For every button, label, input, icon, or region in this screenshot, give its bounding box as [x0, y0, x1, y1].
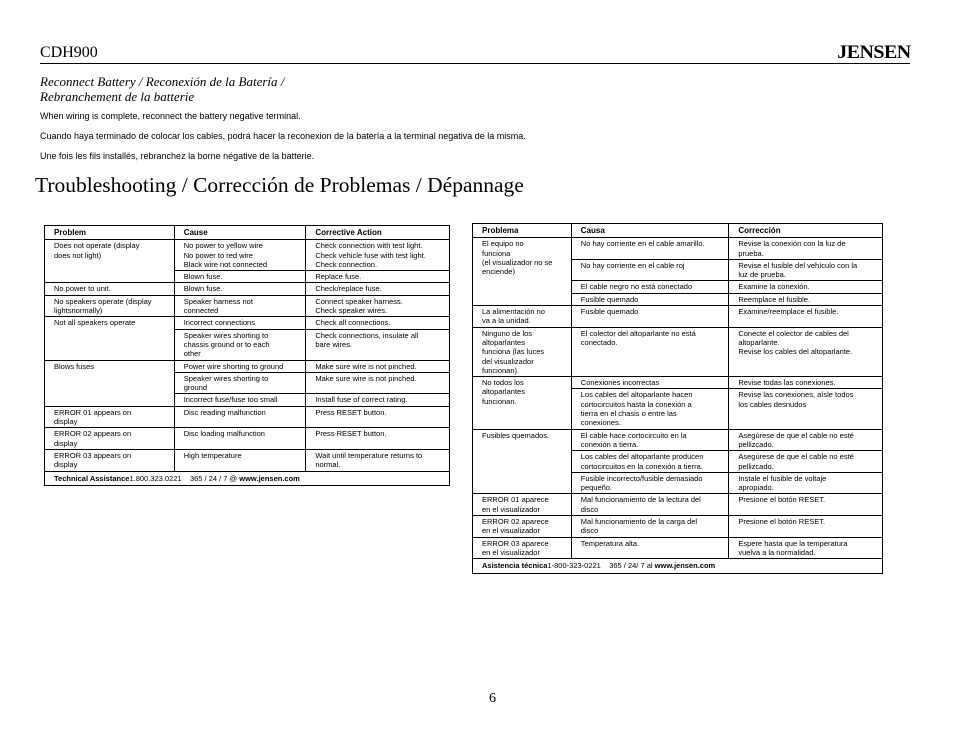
assistance-hours: 365 / 24 / 7 @ [189, 473, 238, 483]
table-footer-row [45, 471, 450, 485]
problem-cell: ERROR 02 aparece en el visualizador [473, 516, 572, 538]
action-cell: Instale el fusible de voltaje apropiado. [729, 472, 883, 494]
action-cell: Revise todas las conexiones. [729, 377, 883, 389]
assistance-hours: 365 / 24/ 7 al [609, 561, 653, 571]
cause-cell: Los cables del altoparlante producen cortocircuitos en la conexión a tierra. [571, 451, 729, 473]
assistance-website: www.jensen.com [654, 561, 716, 571]
technical-assistance [45, 471, 450, 485]
table-row [45, 295, 450, 317]
problem-cell: ERROR 03 appears on display [45, 449, 175, 471]
cause-cell: Speaker harness not connected [174, 295, 306, 317]
table-row [473, 494, 883, 516]
assistance-label: Asistencia técnica [482, 561, 548, 571]
reconnect-paragraph-en: When wiring is complete, reconnect the battery negative terminal. [40, 111, 301, 121]
table-row [45, 449, 450, 471]
problem-cell: Ninguno de los altoparlantes funciona (las luces del visualizador funcionan). [473, 327, 572, 376]
section-title: Troubleshooting / Corrección de Problemas / Dépannage [35, 173, 524, 197]
action-cell: Conecte el colector de cables del altoparlante. Revise los cables del altoparlante. [729, 327, 883, 376]
cause-cell: Power wire shorting to ground [174, 360, 306, 372]
header-cause: Cause [174, 226, 306, 240]
header-corrective-action: Corrective Action [306, 226, 450, 240]
problem-cell: ERROR 01 appears on display [45, 406, 175, 428]
action-cell: Make sure wire is not pinched. [306, 372, 450, 394]
action-cell: Presione el botón RESET. [729, 516, 883, 538]
header-problema: Problema [473, 224, 572, 238]
problem-cell: No speakers operate (display lightsnormally) [45, 295, 175, 317]
cause-cell: Mal funcionamiento de la carga del disco [571, 516, 729, 538]
header-correccion: Corrección [729, 224, 883, 238]
problem-cell: Fusibles quemados. [473, 429, 572, 494]
table-row [473, 327, 883, 376]
problem-cell: La alimentación no va a la unidad. [473, 306, 572, 328]
action-cell: Install fuse of correct rating. [306, 394, 450, 406]
table-row [473, 516, 883, 538]
action-cell: Examine/reemplace el fusible. [729, 306, 883, 328]
table-row [45, 317, 450, 329]
assistance-phone: 1-800-323-0221 [547, 561, 601, 571]
action-cell: Press RESET button. [306, 428, 450, 450]
table-header-row [473, 224, 883, 238]
reconnect-paragraph-fr: Une fois les fils installés, rebranchez la borne négative de la batterie. [40, 151, 315, 161]
cause-cell: No hay corriente en el cable amarillo. [571, 238, 729, 260]
cause-cell: No hay corriente en el cable roj [571, 259, 729, 281]
table-row [45, 406, 450, 428]
cause-cell: No power to yellow wire No power to red wire Black wire not connected [174, 240, 306, 271]
problem-cell: No power to unit. [45, 283, 175, 295]
action-cell: Check connections, insulate all bare wires. [306, 329, 450, 360]
problem-cell: Does not operate (display does not light) [45, 240, 175, 283]
cause-cell: Los cables del altoparlante hacen cortocircuitos hasta la conexión a tierra en el chasis o entre las conexiones. [571, 389, 729, 429]
cause-cell: Fusible quemado [571, 306, 729, 328]
cause-cell: High temperature [174, 449, 306, 471]
troubleshooting-table-es [472, 223, 883, 574]
table-row [473, 238, 883, 260]
cause-cell: Temperatura alta. [571, 537, 729, 559]
header-causa: Causa [571, 224, 729, 238]
cause-cell: Disc loading malfunction [174, 428, 306, 450]
table-row [473, 377, 883, 389]
table-row [473, 429, 883, 451]
cause-cell: Fusible incorrecto/fusible demasiado pequeño. [571, 472, 729, 494]
cause-cell: Incorrect fuse/fuse too small [174, 394, 306, 406]
cause-cell: Speaker wires shorting to chassis ground or to each other [174, 329, 306, 360]
table-row [45, 360, 450, 372]
assistance-website: www.jensen.com [239, 473, 300, 483]
problem-cell: ERROR 03 aparece en el visualizador [473, 537, 572, 559]
action-cell: Reemplace el fusible. [729, 293, 883, 305]
action-cell: Replace fuse. [306, 271, 450, 283]
action-cell: Wait until temperature returns to normal. [306, 449, 450, 471]
table-row [45, 428, 450, 450]
model-name: CDH900 [40, 44, 98, 61]
cause-cell: Blown fuse. [174, 283, 306, 295]
problem-cell: No todos los altoparlantes funcionan. [473, 377, 572, 429]
action-cell: Revise la conexión con la luz de prueba. [729, 238, 883, 260]
cause-cell: Conexiones incorrectas [571, 377, 729, 389]
table-row [45, 283, 450, 295]
action-cell: Make sure wire is not pinched. [306, 360, 450, 372]
header-rule [40, 63, 910, 64]
cause-cell: El colector del altoparlante no está conectado. [571, 327, 729, 376]
assistance-phone: 1.800.323.0221 [129, 473, 182, 483]
problem-cell: El equipo no funciona (el visualizador no se enciende) [473, 238, 572, 306]
cause-cell: Mal funcionamiento de la lectura del disco [571, 494, 729, 516]
assistance-label: Technical Assistance [54, 473, 130, 483]
problem-cell: ERROR 02 appears on display [45, 428, 175, 450]
reconnect-heading: Reconnect Battery / Reconexión de la Batería / Rebranchement de la batterie [40, 74, 285, 104]
header-problem: Problem [45, 226, 175, 240]
table-row [473, 306, 883, 328]
cause-cell: Blown fuse. [174, 271, 306, 283]
cause-cell: Speaker wires shorting to ground [174, 372, 306, 394]
cause-cell: Fusible quemado [571, 293, 729, 305]
table-footer-row [473, 559, 883, 573]
brand-logo: JENSEN [837, 42, 911, 63]
cause-cell: El cable negro no está conectado [571, 281, 729, 293]
problem-cell: Not all speakers operate [45, 317, 175, 360]
action-cell: Press RESET button. [306, 406, 450, 428]
cause-cell: Incorrect connections [174, 317, 306, 329]
action-cell: Revise las conexiones, aísle todos los cables desnudos [729, 389, 883, 429]
problem-cell: ERROR 01 aparece en el visualizador [473, 494, 572, 516]
action-cell: Revise el fusible del vehículo con la luz de prueba. [729, 259, 883, 281]
action-cell: Asegúrese de que el cable no esté pellizcado. [729, 429, 883, 451]
action-cell: Asegúrese de que el cable no esté pellizcado. [729, 451, 883, 473]
action-cell: Examine la conexión. [729, 281, 883, 293]
table-header-row [45, 226, 450, 240]
technical-assistance [473, 559, 883, 573]
action-cell: Presione el botón RESET. [729, 494, 883, 516]
cause-cell: El cable hace cortocircuito en la conexión a tierra. [571, 429, 729, 451]
action-cell: Espere hasta que la temperatura vuelva a la normalidad. [729, 537, 883, 559]
table-row [45, 240, 450, 271]
page-number: 6 [489, 691, 496, 706]
action-cell: Connect speaker harness. Check speaker wires. [306, 295, 450, 317]
cause-cell: Disc reading malfunction [174, 406, 306, 428]
action-cell: Check connection with test light. Check vehicle fuse with test light. Check connection. [306, 240, 450, 271]
troubleshooting-table-en [44, 225, 450, 486]
action-cell: Check/replace fuse. [306, 283, 450, 295]
table-row [473, 537, 883, 559]
problem-cell: Blows fuses [45, 360, 175, 406]
reconnect-paragraph-es: Cuando haya terminado de colocar los cables, podrá hacer la reconexion de la batería a la terminal negativa de la misma. [40, 131, 526, 141]
action-cell: Check all connections. [306, 317, 450, 329]
